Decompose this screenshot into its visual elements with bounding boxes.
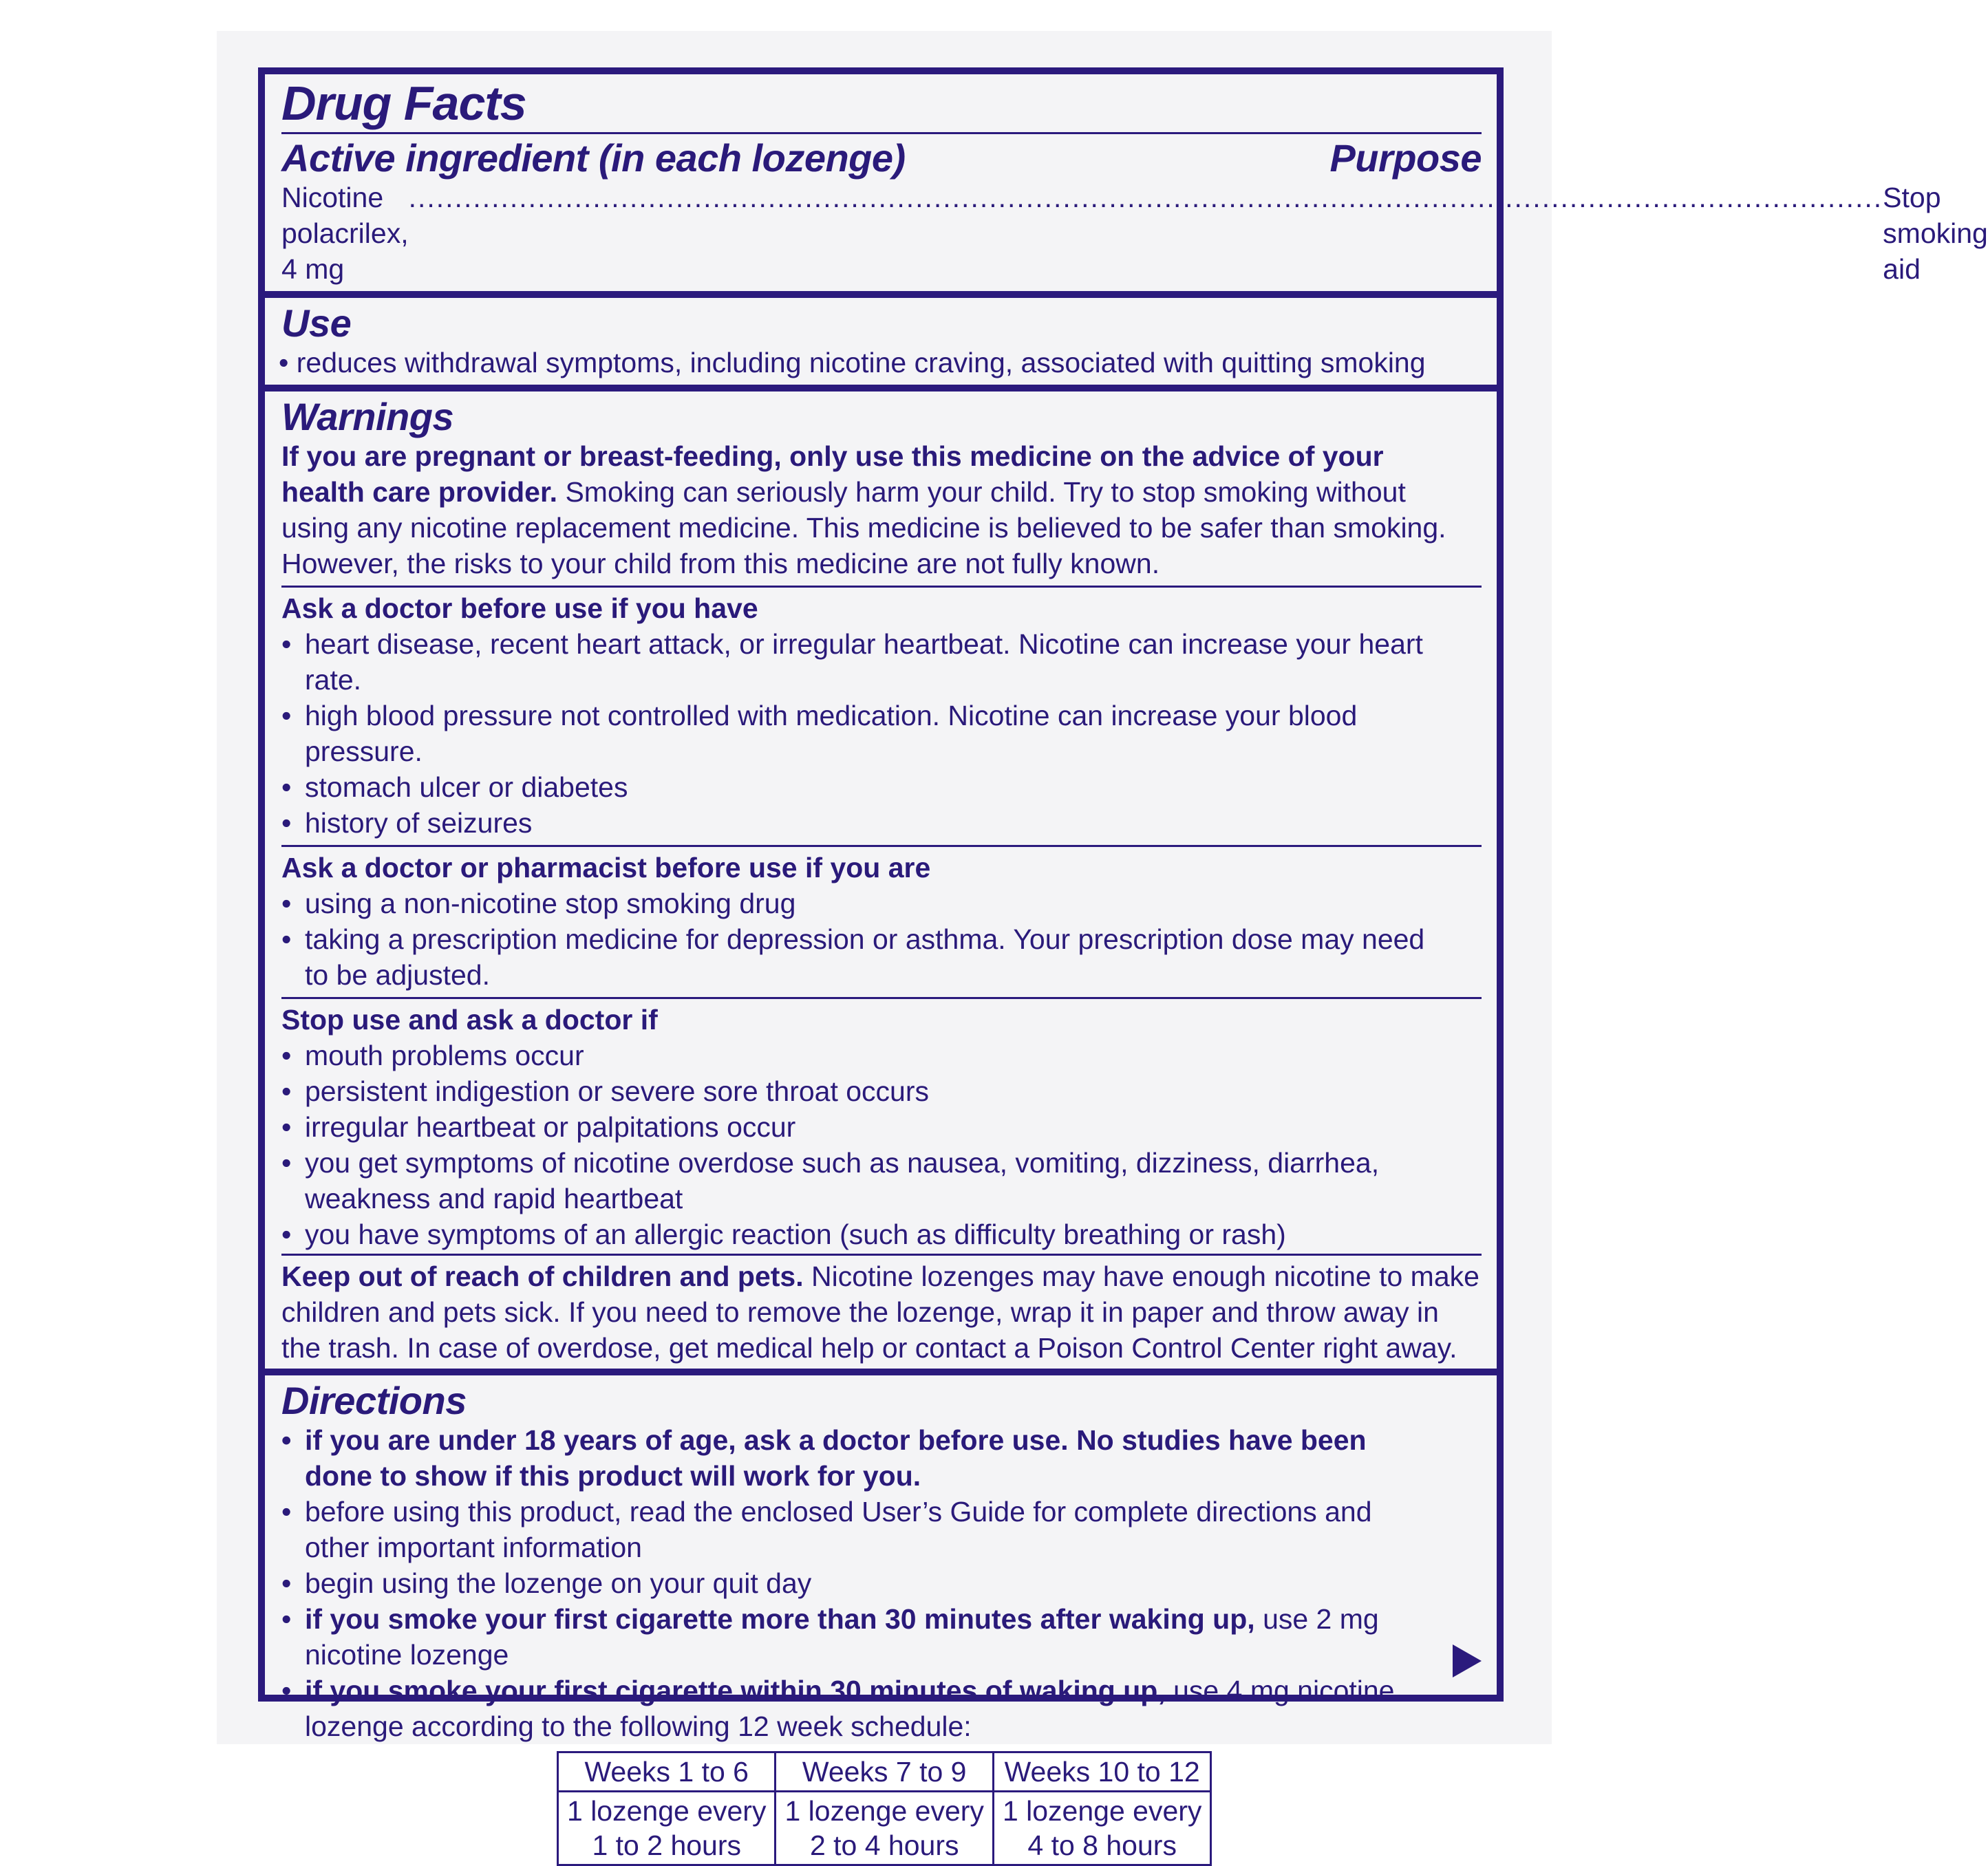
list-item: • irregular heartbeat or palpitations occur	[281, 1109, 1482, 1145]
ask-doctor-list	[281, 626, 1482, 845]
list-item: • using a non-nicotine stop smoking drug	[281, 886, 1440, 921]
direction-bold: if you smoke your first cigarette more than 30 minutes after waking up,	[305, 1603, 1255, 1635]
pregnancy-warning-bold: If you are pregnant or breast-feeding, only use this medicine on the advice of your health care provider.	[281, 440, 1384, 508]
dosing-schedule-table	[557, 1751, 1212, 1866]
list-item	[281, 1673, 1482, 1744]
warnings-heading: Warnings	[281, 395, 454, 438]
list-item: • before using this product, read the enclosed User’s Guide for complete directions and other important information	[281, 1494, 1482, 1565]
table-row	[558, 1752, 1211, 1792]
warnings-section	[265, 392, 1497, 1369]
title-section	[265, 74, 1988, 291]
divider	[281, 997, 1482, 999]
cell-line: 1 lozenge every	[784, 1795, 984, 1827]
table-cell	[558, 1792, 776, 1865]
list-item: • high blood pressure not controlled with medication. Nicotine can increase your blood pressure.	[281, 698, 1482, 769]
cell-line: 1 lozenge every	[567, 1795, 767, 1827]
direction-text: use 2 mg nicotine lozenge	[305, 1603, 1379, 1671]
table-cell	[776, 1792, 993, 1865]
table-header-cell: Weeks 10 to 12	[993, 1752, 1210, 1792]
ingredient-name: Nicotine polacrilex, 4 mg	[281, 182, 409, 285]
keep-out-warning	[281, 1258, 1482, 1369]
section-divider	[265, 291, 1497, 298]
section-divider	[265, 385, 1497, 392]
list-item: • if you are under 18 years of age, ask a doctor before use. No studies have been done to show if this product will work for you.	[281, 1422, 1482, 1494]
stop-use-heading: Stop use and ask a doctor if	[281, 1004, 658, 1036]
table-row	[558, 1792, 1211, 1865]
directions-list	[281, 1422, 1482, 1744]
ingredient-purpose: Stop smoking aid	[1883, 182, 1988, 285]
list-item: • begin using the lozenge on your quit day	[281, 1565, 1482, 1601]
divider	[281, 1254, 1482, 1256]
ask-doctor-heading: Ask a doctor before use if you have	[281, 592, 758, 624]
play-arrow-icon	[1453, 1644, 1482, 1677]
use-text: • reduces withdrawal symptoms, including nicotine craving, associated with quitting smoking	[279, 347, 1426, 378]
ask-pharmacist-list	[281, 886, 1482, 997]
list-item: • heart disease, recent heart attack, or irregular heartbeat. Nicotine can increase your heart rate.	[281, 626, 1482, 698]
list-item: • you have symptoms of an allergic reaction (such as difficulty breathing or rash)	[281, 1216, 1482, 1252]
drug-facts-panel	[258, 67, 1988, 1861]
table-cell	[993, 1792, 1210, 1865]
list-item: • taking a prescription medicine for depression or asthma. Your prescription dose may need to be adjusted.	[281, 921, 1440, 993]
list-item: • persistent indigestion or severe sore throat occurs	[281, 1073, 1482, 1109]
table-header-cell: Weeks 7 to 9	[776, 1752, 993, 1792]
divider	[281, 845, 1482, 847]
cell-line: 1 to 2 hours	[592, 1830, 741, 1861]
list-item: • you get symptoms of nicotine overdose such as nausea, vomiting, dizziness, diarrhea, weakness and rapid heartbeat	[281, 1145, 1482, 1216]
use-heading: Use	[281, 301, 352, 345]
direction-text: use 4 mg nicotine lozenge according to the following 12 week schedule:	[305, 1675, 1395, 1742]
table-header-cell: Weeks 1 to 6	[558, 1752, 776, 1792]
pregnancy-warning-text: Smoking can seriously harm your child. Try to stop smoking without using any nicotine replacement medicine. This medicine is believed to be safer than smoking. However, the risks to your child from this medicine are not fully known.	[281, 476, 1446, 579]
cell-line: 2 to 4 hours	[809, 1830, 959, 1861]
section-divider	[265, 1369, 1497, 1375]
cell-line: 1 lozenge every	[1002, 1795, 1202, 1827]
divider	[281, 132, 1482, 134]
purpose-heading: Purpose	[1329, 136, 1482, 180]
list-item	[281, 1601, 1482, 1673]
direction-bold: if you smoke your first cigarette within 30 minutes of waking up,	[305, 1675, 1166, 1706]
page-title: Drug Facts	[281, 76, 526, 130]
list-item: • mouth problems occur	[281, 1038, 1482, 1073]
active-ingredient-heading: Active ingredient (in each lozenge)	[281, 136, 906, 180]
stop-use-list	[281, 1038, 1482, 1254]
cell-line: 4 to 8 hours	[1027, 1830, 1177, 1861]
ask-pharmacist-heading: Ask a doctor or pharmacist before use if you are	[281, 852, 931, 883]
pregnancy-warning	[281, 438, 1482, 586]
list-item: • history of seizures	[281, 805, 1482, 841]
directions-section	[265, 1375, 1497, 1866]
active-ingredient-header	[281, 137, 1482, 180]
keep-out-text: Nicotine lozenges may have enough nicotine to make children and pets sick. If you need to remove the lozenge, wrap it in paper and throw away in the trash. In case of overdose, get medical help or contact a Poison Control Center right away.	[281, 1261, 1479, 1364]
use-section	[265, 298, 1497, 385]
dot-leader: ................................................................................................................................................................	[408, 182, 1883, 213]
keep-out-bold: Keep out of reach of children and pets.	[281, 1261, 804, 1292]
list-item: • stomach ulcer or diabetes	[281, 769, 1482, 805]
divider	[281, 586, 1482, 588]
active-ingredient-row	[281, 180, 1988, 291]
directions-heading: Directions	[281, 1379, 467, 1422]
